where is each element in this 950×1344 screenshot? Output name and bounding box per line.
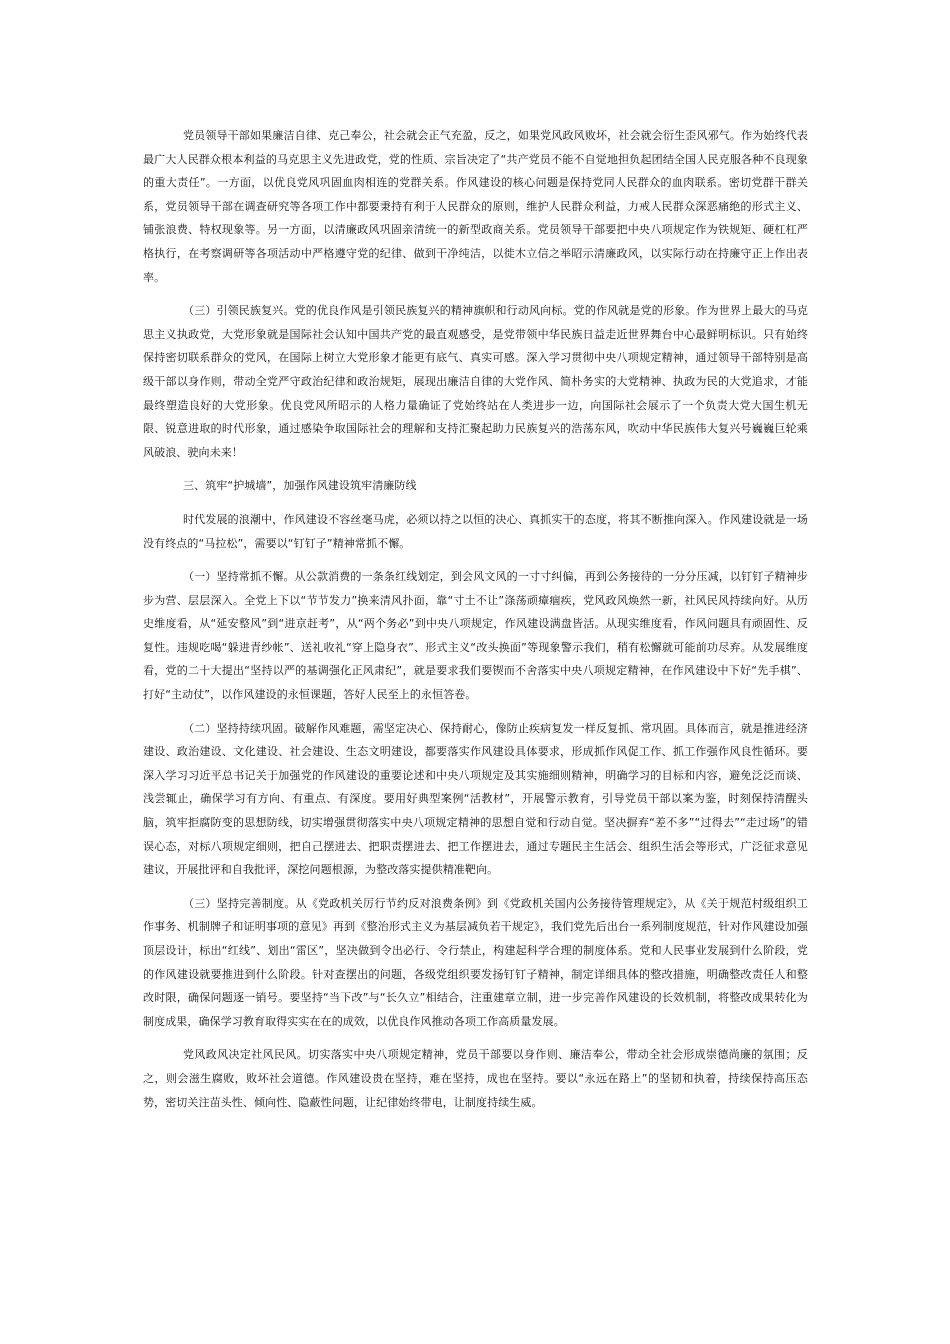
paragraph-persistent-effort: （一）坚持常抓不懈。从公款消费的一条条红线划定，到会风文风的一寸寸纠偏，再到公务接待的一分分压减，以钉钉子精神步步为营、层层深入。全党上下以“节节发力”换来清风扑面，靠“寸土不让”涤荡顽瘴痼疾，党风政风焕然一新，社风民风持续向好。从历史维度看，从“延安整风”到“进京赶考”，从“两个务必”到中央八项规定，作风建设满盘皆活。从现实维度看，作风问题具有顽固性、反复性。违规吃喝“躲进青纱帐”、送礼收礼“穿上隐身衣”、形式主义“改头换面”等现象警示我们，稍有松懈就可能前功尽弃。从发展维度看，党的二十大提出“坚持以严的基调强化正风肃纪”，就是要求我们要锲而不舍落实中央八项规定精神，在作风建设中下好“先手棋”、打好“主动仗”，以作风建设的永恒课题，答好人民至上的永恒答卷。 xyxy=(143,570,808,702)
paragraph-conclusion: 党风政风决定社风民风。切实落实中央八项规定精神，党员干部要以身作则、廉洁奉公，带动全社会形成崇德尚廉的氛围；反之，则会滋生腐败，败坏社会道德。作风建设贵在坚持，难在坚持，成也在坚持。要以“永远在路上”的坚韧和执着，持续保持高压态势，密切关注苗头性、倾向性、隐蔽性问题，让纪律始终带电，让制度持续生威。 xyxy=(143,1048,808,1109)
paragraph-consolidation: （二）坚持持续巩固。破解作风难题，需坚定决心、保持耐心，像防止疾病复发一样反复抓、常巩固。具体而言，就是推进经济建设、政治建设、文化建设、社会建设、生态文明建设，都要落实作风建设具体要求，形成抓作风促工作、抓工作强作风良性循环。要深入学习习近平总书记关于加强党的作风建设的重要论述和中央八项规定及其实施细则精神，明确学习的目标和内容，避免泛泛而谈、浅尝辄止，确保学习有方向、有重点、有深度。要用好典型案例“活教材”，开展警示教育，引导党员干部以案为鉴，时刻保持清醒头脑，筑牢拒腐防变的思想防线，切实增强贯彻落实中央八项规定精神的思想自觉和行动自觉。坚决摒弃“差不多”“过得去”“走过场”的错误心态，对标八项规定细则，把自己摆进去、把职责摆进去、把工作摆进去，通过专题民主生活会、组织生活会等形式，广泛征求意见建议，开展批评和自我批评，深挖问题根源，为整改落实提供精准靶向。 xyxy=(143,721,808,877)
section-heading-three: 三、筑牢“护城墙”，加强作风建设筑牢清廉防线 xyxy=(183,479,417,493)
paragraph-national-rejuvenation: （三）引领民族复兴。党的优良作风是引领民族复兴的精神旗帜和行动风向标。党的作风就是党的形象。作为世界上最大的马克思主义执政党，大党形象就是国际社会认知中国共产党的最直观感受，是党带领中华民族日益走近世界舞台中心最鲜明标识。只有始终保持密切联系群众的党风，在国际上树立大党形象才能更有底气、真实可感。深入学习贯彻中央八项规定精神，通过领导干部特别是高级干部以身作则，带动全党严守政治纪律和政治规矩，展现出廉洁自律的大党作风、简朴务实的大党精神、执政为民的大党追求，才能最终塑造良好的大党形象。优良党风所昭示的人格力量确证了党始终站在人类进步一边，向国际社会展示了一个负责大党大国生机无限、锐意进取的时代形象，通过感染争取国际社会的理解和支持汇聚起助力民族复兴的浩荡东风，吹动中华民族伟大复兴号巍巍巨轮乘风破浪、驶向未来！ xyxy=(143,304,808,459)
paragraph-marathon: 时代发展的浪潮中，作风建设不容丝毫马虎，必须以持之以恒的决心、真抓实干的态度，将其不断推向深入。作风建设就是一场没有终点的“马拉松”，需要以“钉钉子”精神常抓不懈。 xyxy=(143,512,808,550)
paragraph-party-officials: 党员领导干部如果廉洁自律、克己奉公，社会就会正气充盈，反之，如果党风政风败坏，社会就会衍生歪风邪气。作为始终代表最广大人民群众根本利益的马克思主义先进政党，党的性质、宗旨决定了“共产党员不能不自觉地担负起团结全国人民克服各种不良现象的重大责任”。一方面，以优良党风巩固血肉相连的党群关系。作风建设的核心问题是保持党同人民群众的血肉联系。密切党群干群关系，党员领导干部在调查研究等各项工作中都要秉持有利于人民群众的原则，维护人民群众利益，力戒人民群众深恶痛绝的形式主义、铺张浪费、特权现象等。另一方面，以清廉政风巩固亲清统一的新型政商关系。党员领导干部要把中央八项规定作为铁规矩、硬杠杠严格执行，在考察调研等各项活动中严格遵守党的纪律、做到干净纯洁，以徙木立信之举昭示清廉政风，以实际行动在持廉守正上作出表率。 xyxy=(143,129,808,284)
document-body xyxy=(143,124,808,1124)
paragraph-institutions: （三）坚持完善制度。从《党政机关厉行节约反对浪费条例》到《党政机关国内公务接待管理规定》，从《关于规范村级组织工作事务、机制牌子和证明事项的意见》再到《整治形式主义为基层减负若干规定》，我们党先后出台一系列制度规范，针对作风建设加强顶层设计，标出“红线”、划出“雷区”，坚决做到令出必行、令行禁止，构建起科学合理的制度体系。党和人民事业发展到什么阶段，党的作风建设就要推进到什么阶段。针对查摆出的问题，各级党组织要发扬钉钉子精神，制定详细具体的整改措施，明确整改责任人和整改时限，确保问题逐一销号。要坚持“当下改”与“长久立”相结合，注重建章立制，进一步完善作风建设的长效机制，将整改成果转化为制度成果，确保学习教育取得实实在在的成效，以优良作风推动各项工作高质量发展。 xyxy=(143,896,808,1028)
